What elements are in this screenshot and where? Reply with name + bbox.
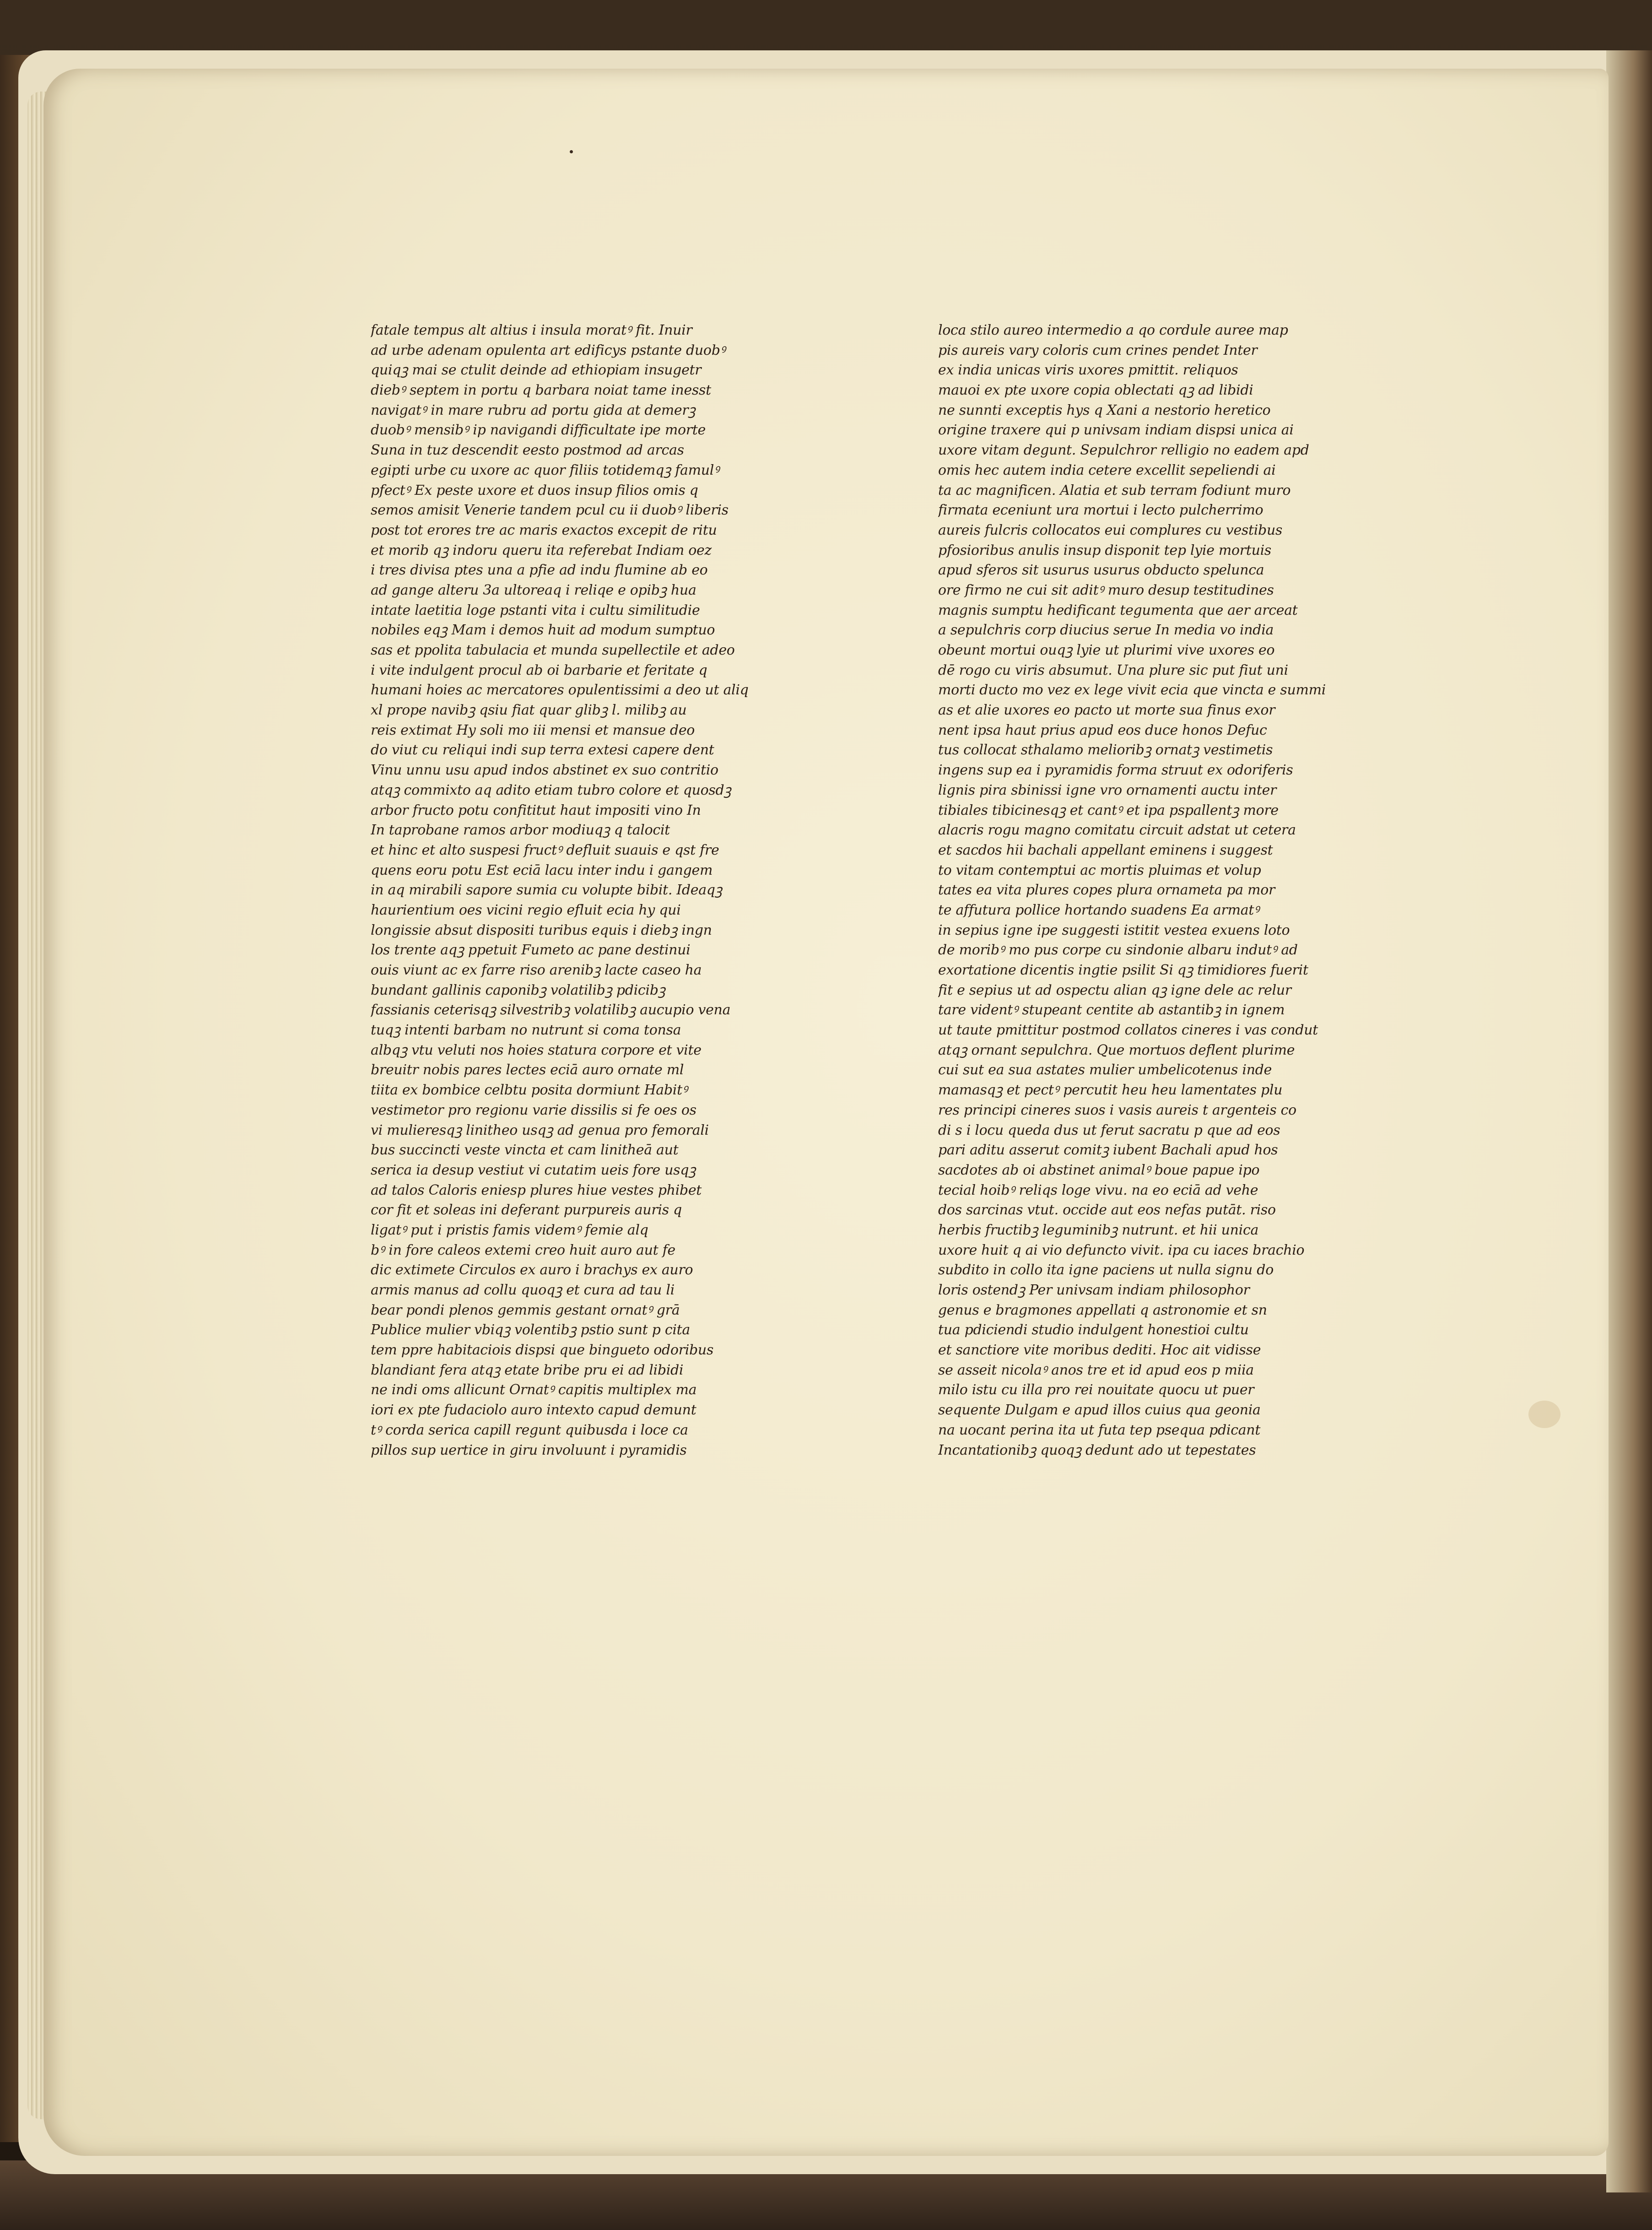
right-column-line: mamasqꝫ et pectꝰ percutit heu heu lamentates plu	[938, 1082, 1283, 1099]
right-column-line: se asseit nicolaꝰ anos tre et id apud eos p miia	[938, 1362, 1254, 1378]
right-column-line: fit e sepius ut ad ospectu alian qꝫ igne dele ac relur	[938, 982, 1291, 998]
right-column-line: to vitam contemptui ac mortis pluimas et volup	[938, 862, 1261, 878]
right-column-line: ut taute pmittitur postmod collatos cineres i vas condut	[938, 1022, 1318, 1039]
right-column-line: herbis fructibꝫ leguminibꝫ nutrunt. et hii unica	[938, 1222, 1259, 1238]
left-column-line: i vite indulgent procul ab oi barbarie et feritate q	[371, 662, 707, 678]
left-column-line: quens eoru potu Est eciā lacu inter indu i gangem	[371, 862, 713, 878]
paper-stain	[1528, 1401, 1560, 1428]
left-column-line: Publice mulier vbiqꝫ volentibꝫ pstio sunt p cita	[371, 1322, 690, 1338]
left-column-line: in aq mirabili sapore sumia cu volupte bibit. Ideaqꝫ	[371, 882, 722, 898]
right-column-line: obeunt mortui ouqꝫ lyie ut plurimi vive uxores eo	[938, 642, 1275, 658]
right-column-line: de moribꝰ mo pus corpe cu sindonie albaru indutꝰ ad	[938, 942, 1298, 958]
left-column-line: ligatꝰ put i pristis famis videmꝰ femie alq	[371, 1222, 648, 1238]
left-column-line: duobꝰ mensibꝰ ip navigandi difficultate ipe morte	[371, 422, 706, 438]
left-column-line: nobiles eqꝫ Mam i demos huit ad modum sumptuo	[371, 622, 715, 639]
left-column-line: bus succincti veste vincta et cam linitheā aut	[371, 1142, 679, 1158]
left-column-line: Vinu unnu usu apud indos abstinet ex suo contritio	[371, 762, 718, 779]
left-column-line: ad urbe adenam opulenta art edificys pstante duobꝰ	[371, 342, 725, 358]
left-column-line: quiqꝫ mai se ctulit deinde ad ethiopiam insugetr	[371, 362, 702, 379]
right-column-line: mauoi ex pte uxore copia oblectati qꝫ ad libidi	[938, 382, 1253, 399]
left-column-line: vestimetor pro regionu varie dissilis si fe oes os	[371, 1102, 696, 1118]
right-column-line: tibiales tibicinesqꝫ et cantꝰ et ipa pspallentꝫ more	[938, 802, 1279, 818]
left-column-line: iori ex pte fudaciolo auro intexto capud demunt	[371, 1402, 696, 1418]
right-column-line: Incantationibꝫ quoqꝫ dedunt ado ut tepestates	[938, 1442, 1256, 1458]
left-column-line: ouis viunt ac ex farre riso arenibꝫ lacte caseo ha	[371, 962, 702, 978]
right-column-line: magnis sumptu hedificant tegumenta que aer arceat	[938, 602, 1298, 618]
right-column-line: atqꝫ ornant sepulchra. Que mortuos deflent plurime	[938, 1042, 1295, 1058]
right-column-line: et sacdos hii bachali appellant eminens i suggest	[938, 842, 1273, 858]
right-column-line: sacdotes ab oi abstinet animalꝰ boue papue ipo	[938, 1162, 1260, 1178]
left-column-line: egipti urbe cu uxore ac quor filiis totidemqꝫ famulꝰ	[371, 462, 719, 478]
left-column-line: blandiant fera atqꝫ etate bribe pru ei ad libidi	[371, 1362, 684, 1378]
right-column-line: ta ac magnificen. Alatia et sub terram fodiunt muro	[938, 482, 1291, 498]
left-column-line: et hinc et alto suspesi fructꝰ defluit suauis e qst fre	[371, 842, 719, 858]
right-column-line: milo istu cu illa pro rei nouitate quocu ut puer	[938, 1382, 1254, 1398]
left-column-line: ad gange alteru 3a ultoreaq i reliqe e opibꝫ hua	[371, 582, 696, 598]
right-column-line: ingens sup ea i pyramidis forma struut ex odoriferis	[938, 762, 1293, 779]
text-column-right	[938, 320, 1455, 1460]
left-column-line: pfectꝰ Ex peste uxore et duos insup filios omis q	[371, 482, 698, 498]
left-column-line: et morib qꝫ indoru queru ita referebat Indiam oez	[371, 542, 712, 558]
right-column-line: aureis fulcris collocatos eui complures cu vestibus	[938, 522, 1283, 538]
left-column-line: semos amisit Venerie tandem pcul cu ii duobꝰ liberis	[371, 502, 729, 519]
text-column-left	[371, 320, 856, 1460]
right-column-line: a sepulchris corp diucius serue In media vo india	[938, 622, 1274, 639]
left-column-line: tuqꝫ intenti barbam no nutrunt si coma tonsa	[371, 1022, 681, 1039]
left-column-line: navigatꝰ in mare rubru ad portu gida at demerꝫ	[371, 402, 696, 418]
left-column-line: cor fit et soleas ini deferant purpureis auris q	[371, 1202, 682, 1218]
left-column-line: los trente aqꝫ ppetuit Fumeto ac pane destinui	[371, 942, 691, 958]
right-column-line: te affutura pollice hortando suadens Ea armatꝰ	[938, 902, 1259, 918]
right-column-line: tua pdiciendi studio indulgent honestioi cultu	[938, 1322, 1249, 1338]
left-column-line: i tres divisa ptes una a pfie ad indu flumine ab eo	[371, 562, 708, 579]
left-column-line: post tot erores tre ac maris exactos excepit de ritu	[371, 522, 717, 538]
right-column-line: genus e bragmones appellati q astronomie et sn	[938, 1302, 1267, 1318]
left-column-line: haurientium oes vicini regio efluit ecia hy qui	[371, 902, 681, 918]
right-column-line: uxore vitam degunt. Sepulchror relligio no eadem apd	[938, 442, 1309, 459]
left-column-line: intate laetitia loge pstanti vita i cultu similitudie	[371, 602, 700, 618]
right-column-line: sequente Dulgam e apud illos cuius qua geonia	[938, 1402, 1261, 1418]
right-column-line: morti ducto mo vez ex lege vivit ecia que vincta e summi	[938, 682, 1326, 698]
right-column-line: pfosioribus anulis insup disponit tep lyie mortuis	[938, 542, 1271, 558]
left-column-line: longissie absut dispositi turibus equis i diebꝫ ingn	[371, 922, 712, 938]
left-column-line: fassianis ceterisqꝫ silvestribꝫ volatilibꝫ aucupio vena	[371, 1002, 731, 1018]
left-column-line: do viut cu reliqui indi sup terra extesi capere dent	[371, 742, 714, 758]
right-column-line: tare videntꝰ stupeant centite ab astantibꝫ in ignem	[938, 1002, 1285, 1018]
right-column-line: ne sunnti exceptis hys q Xani a nestorio heretico	[938, 402, 1271, 418]
right-column-line: exortatione dicentis ingtie psilit Si qꝫ timidiores fuerit	[938, 962, 1308, 978]
right-column-line: et sanctiore vite moribus dediti. Hoc ait vidisse	[938, 1342, 1261, 1359]
ink-dot	[570, 150, 573, 153]
left-column-line: arbor fructo potu confititut haut impositi vino In	[371, 802, 701, 818]
left-column-line: bundant gallinis caponibꝫ volatilibꝫ pdicibꝫ	[371, 982, 665, 998]
right-column-line: uxore huit q ai vio defuncto vivit. ipa cu iaces brachio	[938, 1242, 1305, 1258]
left-column-line: fatale tempus alt altius i insula moratꝰ fit. Inuir	[371, 322, 692, 338]
right-column-line: pis aureis vary coloris cum crines pendet Inter	[938, 342, 1258, 358]
right-column-line: di s i locu queda dus ut ferut sacratu p que ad eos	[938, 1122, 1280, 1138]
left-column-line: serica ia desup vestiut vi cutatim ueis fore usqꝫ	[371, 1162, 696, 1178]
left-column-line: vi mulieresqꝫ linitheo usqꝫ ad genua pro femorali	[371, 1122, 709, 1138]
left-column-line: pillos sup uertice in giru involuunt i pyramidis	[371, 1442, 687, 1458]
right-column-line: lignis pira sbinissi igne vro ornamenti auctu inter	[938, 782, 1277, 798]
right-column-line: ex india unicas viris uxores pmittit. reliquos	[938, 362, 1238, 379]
right-column-line: apud sferos sit usurus usurus obducto spelunca	[938, 562, 1264, 579]
left-column-line: dic extimete Circulos ex auro i brachys ex auro	[371, 1262, 693, 1278]
right-column-line: nent ipsa haut prius apud eos duce honos Defuc	[938, 722, 1267, 738]
left-column-line: armis manus ad collu quoqꝫ et cura ad tau li	[371, 1282, 675, 1298]
right-column-line: omis hec autem india cetere excellit sepeliendi ai	[938, 462, 1276, 478]
right-column-line: in sepius igne ipe suggesti istitit vestea exuens loto	[938, 922, 1290, 938]
left-column-line: albqꝫ vtu veluti nos hoies statura corpore et vite	[371, 1042, 702, 1058]
left-column-line: tem ppre habitaciois dispsi que bingueto odoribus	[371, 1342, 714, 1359]
right-column-line: firmata eceniunt ura mortui i lecto pulcherrimo	[938, 502, 1263, 519]
right-column-line: ore firmo ne cui sit aditꝰ muro desup testitudines	[938, 582, 1274, 598]
left-column-line: bear pondi plenos gemmis gestant ornatꝰ grā	[371, 1302, 680, 1318]
right-column-line: tates ea vita plures copes plura ornameta pa mor	[938, 882, 1275, 898]
left-column-line: atqꝫ commixto aq adito etiam tubro colore et quosdꝫ	[371, 782, 731, 798]
right-column-line: origine traxere qui p univsam indiam dispsi unica ai	[938, 422, 1294, 438]
left-column-line: In taprobane ramos arbor modiuqꝫ q talocit	[371, 822, 670, 839]
left-column-line: ne indi oms allicunt Ornatꝰ capitis multiplex ma	[371, 1382, 697, 1398]
right-column-line: alacris rogu magno comitatu circuit adstat ut cetera	[938, 822, 1296, 839]
right-column-line: res principi cineres suos i vasis aureis t argenteis co	[938, 1102, 1296, 1118]
right-column-line: tus collocat sthalamo melioribꝫ ornatꝫ vestimetis	[938, 742, 1273, 758]
right-column-line: loris ostendꝫ Per univsam indiam philosophor	[938, 1282, 1250, 1298]
right-column-line: na uocant perina ita ut futa tep psequa pdicant	[938, 1422, 1261, 1438]
left-column-line: ad talos Caloris eniesp plures hiue vestes phibet	[371, 1182, 702, 1198]
left-column-line: diebꝰ septem in portu q barbara noiat tame inesst	[371, 382, 711, 399]
right-column-line: dē rogo cu viris absumut. Una plure sic put fiut uni	[938, 662, 1288, 678]
left-column-line: bꝰ in fore caleos extemi creo huit auro aut fe	[371, 1242, 675, 1258]
left-column-line: breuitr nobis pares lectes eciā auro ornate ml	[371, 1062, 684, 1078]
right-column-line: pari aditu asserut comitꝫ iubent Bachali apud hos	[938, 1142, 1278, 1158]
left-column-line: tiita ex bombice celbtu posita dormiunt Habitꝰ	[371, 1082, 687, 1099]
right-column-line: cui sut ea sua astates mulier umbelicotenus inde	[938, 1062, 1272, 1078]
right-column-line: dos sarcinas vtut. occide aut eos nefas putāt. riso	[938, 1202, 1276, 1218]
left-column-line: humani hoies ac mercatores opulentissimi a deo ut aliq	[371, 682, 749, 698]
left-column-line: sas et ppolita tabulacia et munda supellectile et adeo	[371, 642, 735, 658]
left-column-line: reis extimat Hy soli mo iii mensi et mansue deo	[371, 722, 695, 738]
left-column-line: tꝰ corda serica capill regunt quibusda i loce ca	[371, 1422, 688, 1438]
right-column-line: loca stilo aureo intermedio a qo cordule auree map	[938, 322, 1288, 338]
left-column-line: Suna in tuz descendit eesto postmod ad arcas	[371, 442, 684, 459]
right-column-line: as et alie uxores eo pacto ut morte sua finus exor	[938, 702, 1275, 719]
right-column-line: subdito in collo ita igne paciens ut nulla signu do	[938, 1262, 1274, 1278]
right-column-line: tecial hoibꝰ reliqs loge vivu. na eo eciā ad vehe	[938, 1182, 1258, 1198]
left-column-line: xl prope navibꝫ qsiu fiat quar glibꝫ l. milibꝫ au	[371, 702, 687, 719]
right-page-edge	[1606, 50, 1652, 2192]
